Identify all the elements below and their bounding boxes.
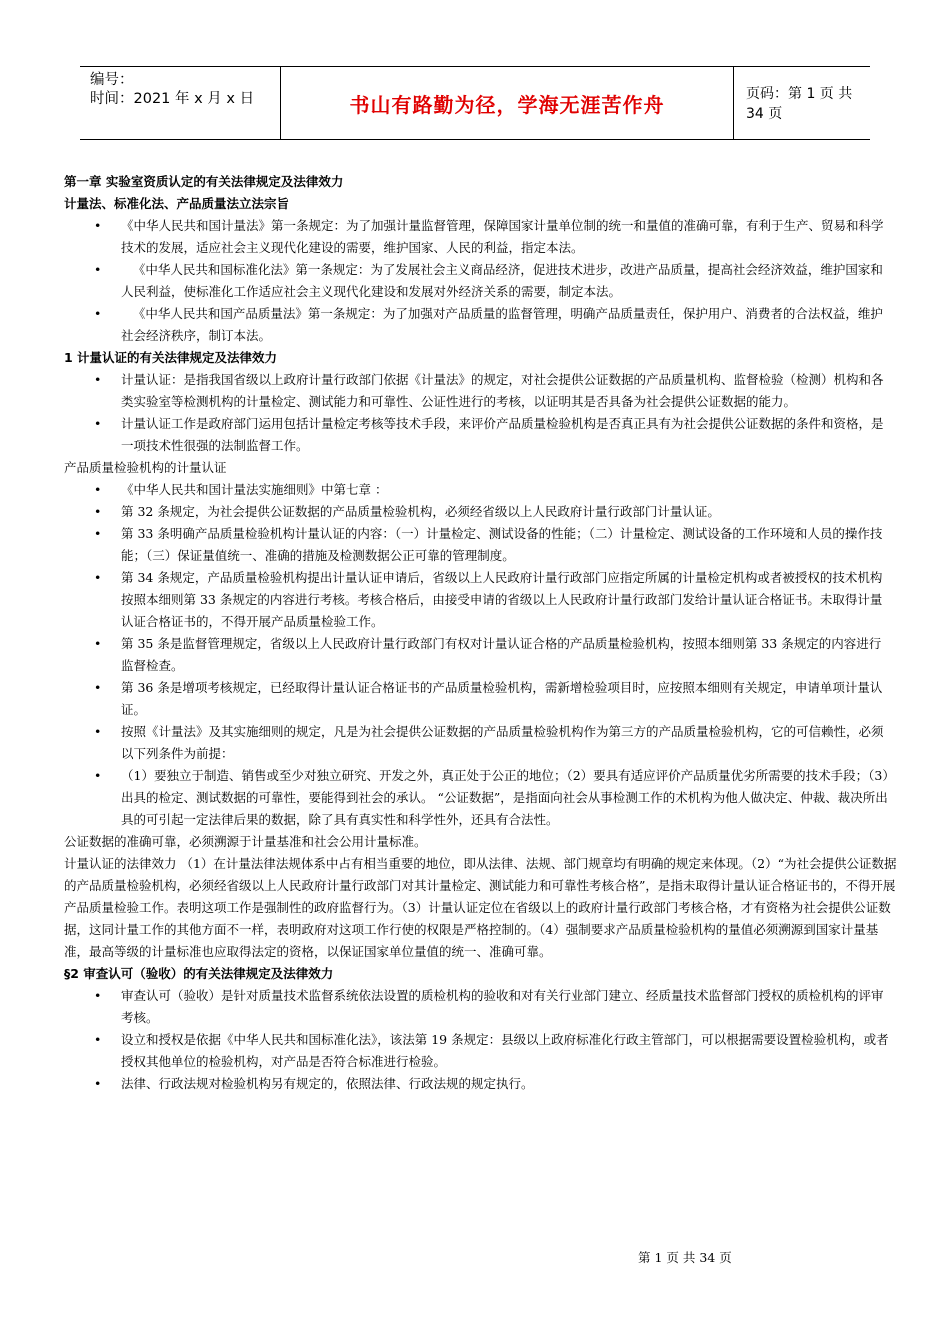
bullet: • <box>94 482 102 497</box>
page-footer: 第 1 页 共 34 页 <box>638 1250 732 1265</box>
list-item <box>64 501 892 523</box>
list-item <box>64 215 892 259</box>
bullet: • <box>94 680 102 695</box>
bullet: • <box>94 988 102 1003</box>
list-item <box>64 523 892 567</box>
bullet: • <box>94 262 102 277</box>
paragraph: 计量认证的法律效力 （1）在计量法律法规体系中占有相当重要的地位，即从法律、法规、部门规章均有明确的规定来体现。（2）“为社会提供公证数据的产品质量检验机构，必须经省级以上人民政府计量行政部门对其计量检定、测试能力和可靠性考核合格”，是指未取得计量认证合格证书的，不得开展产品质量检验工作。表明这项工作是强制性的政府监督行为。（3）计量认证定位在省级以上的政府计量行政部门考核合格，才有资格为社会提供公证数据，这同计量工作的其他方面不一样，表明政府对这项工作行使的权限是严格控制的。（4）强制要求产品质量检验机构的量值必须溯源到国家计量基准，最高等级的计量标准也应取得法定的资格，以保证国家单位量值的统一、准确可靠。 <box>64 856 897 959</box>
list-item <box>64 369 892 413</box>
document-date: 时间：2021 年 x 月 x 日 <box>90 91 255 107</box>
list-item <box>64 1073 892 1095</box>
bullet: • <box>94 1076 102 1091</box>
list-item-text: 第 35 条是监督管理规定，省级以上人民政府计量行政部门有权对计量认证合格的产品质量检验机构，按照本细则第 33 条规定的内容进行监督检查。 <box>121 636 882 673</box>
list-item-text: 《中华人民共和国标准化法》第一条规定：为了发展社会主义商品经济，促进技术进步，改进产品质量，提高社会经济效益，维护国家和人民利益，使标准化工作适应社会主义现代化建设和发展对外经济关系的需要，制定本法。 <box>121 262 883 299</box>
subsection-label: 产品质量检验机构的计量认证 <box>64 460 227 475</box>
paragraph: 公证数据的准确可靠，必须溯源于计量基准和社会公用计量标准。 <box>64 834 427 849</box>
header-page-info: 页码：第 1 页 共 34 页 <box>746 86 853 122</box>
section-title: 1 计量认证的有关法律规定及法律效力 <box>64 350 278 365</box>
header-meta <box>80 67 280 139</box>
bullet: • <box>94 526 102 541</box>
list-item-text: 第 33 条明确产品质量检验机构计量认证的内容：（一）计量检定、测试设备的性能；（二）计量检定、测试设备的工作环境和人员的操作技能；（三）保证量值统一、准确的措施及检测数据公正可靠的管理制度。 <box>121 526 883 563</box>
list-item <box>64 765 892 831</box>
bullet: • <box>94 1032 102 1047</box>
bullet: • <box>94 416 102 431</box>
list-item <box>64 1029 892 1073</box>
list-item-text: 第 32 条规定，为社会提供公证数据的产品质量检验机构，必须经省级以上人民政府计量行政部门计量认证。 <box>121 504 720 519</box>
list-item <box>64 985 892 1029</box>
list-item-text: 《中华人民共和国产品质量法》第一条规定：为了加强对产品质量的监督管理，明确产品质量责任，保护用户、消费者的合法权益，维护社会经济秩序，制订本法。 <box>121 306 883 343</box>
list-item <box>64 721 892 765</box>
list-item <box>64 413 892 457</box>
list-item-text: 审查认可（验收）是针对质量技术监督系统依法设置的质检机构的验收和对有关行业部门建立、经质量技术监督部门授权的质检机构的评审考核。 <box>121 988 884 1025</box>
list-item-text: 设立和授权是依据《中华人民共和国标准化法》，该法第 19 条规定：县级以上政府标准化行政主管部门，可以根据需要设置检验机构，或者授权其他单位的检验机构，对产品是否符合标准进行检验。 <box>121 1032 889 1069</box>
list-item <box>64 259 892 303</box>
list-item-text: 《中华人民共和国计量法》第一条规定：为了加强计量监督管理，保障国家计量单位制的统一和量值的准确可靠，有利于生产、贸易和科学技术的发展，适应社会主义现代化建设的需要，维护国家、人民的利益，指定本法。 <box>121 218 884 255</box>
bullet: • <box>94 372 102 387</box>
section-title: 计量法、标准化法、产品质量法立法宗旨 <box>64 196 290 211</box>
header-motto: 书山有路勤为径，学海无涯苦作舟 <box>349 92 665 117</box>
list-item-text: 《中华人民共和国计量法实施细则》中第七章 ： <box>121 482 388 497</box>
section-title: §2 审查认可（验收）的有关法律规定及法律效力 <box>64 966 334 981</box>
bullet: • <box>94 504 102 519</box>
list-item <box>64 677 892 721</box>
list-item <box>64 479 892 501</box>
bullet: • <box>94 636 102 651</box>
list-item-text: 计量认证：是指我国省级以上政府计量行政部门依据《计量法》的规定，对社会提供公证数据的产品质量机构、监督检验（检测）机构和各类实验室等检测机构的计量检定、测试能力和可靠性、公证性进行的考核，以证明其是否具备为社会提供公证数据的能力。 <box>121 372 884 409</box>
list-item-text: 第 34 条规定，产品质量检验机构提出计量认证申请后，省级以上人民政府计量行政部门应指定所属的计量检定机构或者被授权的技术机构按照本细则第 33 条规定的内容进行考核。考核合格后，由接受申请的省级以上人民政府计量行政部门发给计量认证合格证书。未取得计量认证合格证书的，不得开展产品质量检验工作。 <box>121 570 883 629</box>
chapter-title: 第一章 实验室资质认定的有关法律规定及法律效力 <box>64 174 344 189</box>
list-item-text: 法律、行政法规对检验机构另有规定的，依照法律、行政法规的规定执行。 <box>121 1076 534 1091</box>
bullet: • <box>94 570 102 585</box>
list-item-text: （1）要独立于制造、销售或至少对独立研究、开发之外，真正处于公正的地位；（2）要具有适应评价产品质量优劣所需要的技术手段；（3）出具的检定、测试数据的可靠性，要能得到社会的承认。 “公证数据”，是指面向社会从事检测工作的术机构为他人做决定、仲裁、裁决所出具的可引起一定法律后果的数据，除了具有真实性和科学性外，还具有合法性。 <box>121 768 889 827</box>
bullet: • <box>94 724 102 739</box>
bullet: • <box>94 306 102 321</box>
header-motto-cell <box>280 67 734 139</box>
list-item <box>64 567 892 633</box>
list-item-text: 按照《计量法》及其实施细则的规定，凡是为社会提供公证数据的产品质量检验机构作为第三方的产品质量检验机构，它的可信赖性，必须以下列条件为前提： <box>121 724 884 761</box>
list-item-text: 第 36 条是增项考核规定，已经取得计量认证合格证书的产品质量检验机构，需新增检验项目时，应按照本细则有关规定，申请单项计量认证。 <box>121 680 883 717</box>
list-item-text: 计量认证工作是政府部门运用包括计量检定考核等技术手段，来评价产品质量检验机构是否真正具有为社会提供公证数据的条件和资格，是一项技术性很强的法制监督工作。 <box>121 416 884 453</box>
bullet: • <box>94 768 102 783</box>
list-item <box>64 303 892 347</box>
bullet: • <box>94 218 102 233</box>
list-item <box>64 633 892 677</box>
page-header <box>80 66 870 140</box>
document-number-label: 编号： <box>90 72 134 88</box>
document-body <box>64 171 898 1095</box>
